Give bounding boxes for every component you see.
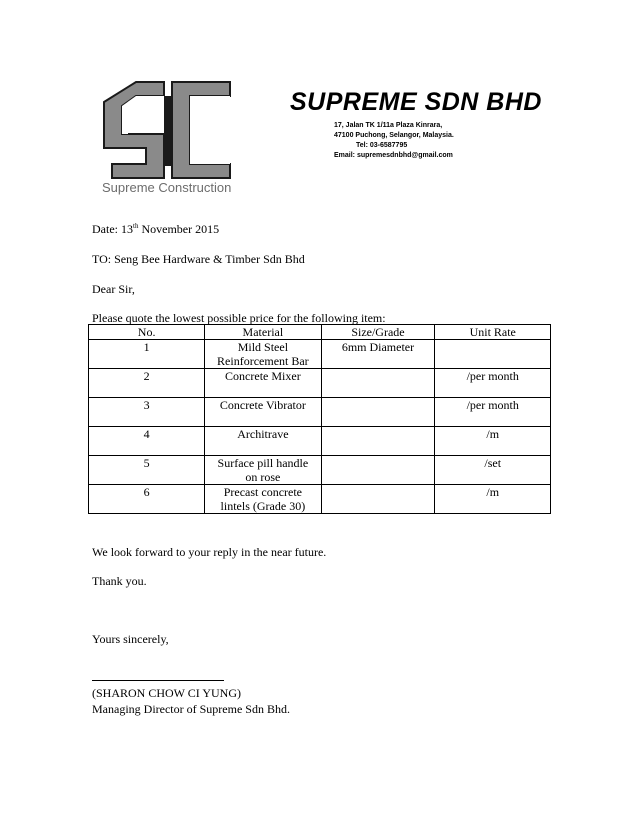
- table-row: [89, 485, 551, 514]
- address-line: Email: supremesdnbhd@gmail.com: [334, 152, 453, 159]
- letter-date: Date: 13th November 2015: [92, 222, 220, 236]
- table-header-row: [89, 325, 551, 340]
- signatory-name: (SHARON CHOW CI YUNG): [92, 686, 241, 700]
- cell-unit-rate: /per month: [435, 369, 551, 398]
- cell-material: Concrete Mixer: [205, 369, 321, 398]
- cell-material: Architrave: [205, 427, 321, 456]
- header-material: Material: [205, 325, 321, 340]
- table-row: [89, 398, 551, 427]
- cell-unit-rate: /m: [435, 485, 551, 514]
- cell-size-grade: [321, 398, 435, 427]
- sign-off: Yours sincerely,: [92, 632, 169, 646]
- cell-unit-rate: [435, 340, 551, 369]
- company-logo: [92, 80, 242, 198]
- signature-line: [92, 680, 224, 681]
- cell-unit-rate: /m: [435, 427, 551, 456]
- address-line: 17, Jalan TK 1/11a Plaza Kinrara,: [334, 122, 443, 129]
- recipient-line: TO: Seng Bee Hardware & Timber Sdn Bhd: [92, 252, 305, 266]
- logo-text: Supreme Construction: [102, 180, 232, 195]
- cell-size-grade: [321, 485, 435, 514]
- table-row: [89, 369, 551, 398]
- salutation: Dear Sir,: [92, 282, 135, 296]
- cell-no: 4: [89, 427, 205, 456]
- closing-paragraph: We look forward to your reply in the near future.: [92, 545, 327, 559]
- signatory-title: Managing Director of Supreme Sdn Bhd.: [92, 702, 290, 716]
- cell-no: 3: [89, 398, 205, 427]
- address-line: Tel: 03-6587795: [356, 142, 408, 149]
- cell-size-grade: [321, 369, 435, 398]
- cell-material: Precast concrete lintels (Grade 30): [205, 485, 321, 514]
- table-row: [89, 456, 551, 485]
- cell-no: 2: [89, 369, 205, 398]
- address-line: 47100 Puchong, Selangor, Malaysia.: [334, 132, 454, 139]
- cell-size-grade: [321, 427, 435, 456]
- table-row: [89, 340, 551, 369]
- cell-no: 1: [89, 340, 205, 369]
- company-header: [290, 88, 542, 159]
- cell-unit-rate: /per month: [435, 398, 551, 427]
- quotation-request: Please quote the lowest possible price for the following item:: [92, 311, 386, 325]
- cell-no: 5: [89, 456, 205, 485]
- company-address: [334, 121, 454, 161]
- cell-size-grade: 6mm Diameter: [321, 340, 435, 369]
- cell-material: Concrete Vibrator: [205, 398, 321, 427]
- header-size-grade: Size/Grade: [321, 325, 435, 340]
- supreme-construction-logo-icon: [102, 80, 232, 180]
- cell-no: 6: [89, 485, 205, 514]
- header-no: No.: [89, 325, 205, 340]
- cell-material: Surface pill handle on rose: [205, 456, 321, 485]
- cell-size-grade: [321, 456, 435, 485]
- cell-material: Mild Steel Reinforcement Bar: [205, 340, 321, 369]
- header-unit-rate: Unit Rate: [435, 325, 551, 340]
- company-name: SUPREME SDN BHD: [290, 88, 542, 116]
- cell-unit-rate: /set: [435, 456, 551, 485]
- items-table: [88, 324, 551, 514]
- thank-you-line: Thank you.: [92, 574, 147, 588]
- table-row: [89, 427, 551, 456]
